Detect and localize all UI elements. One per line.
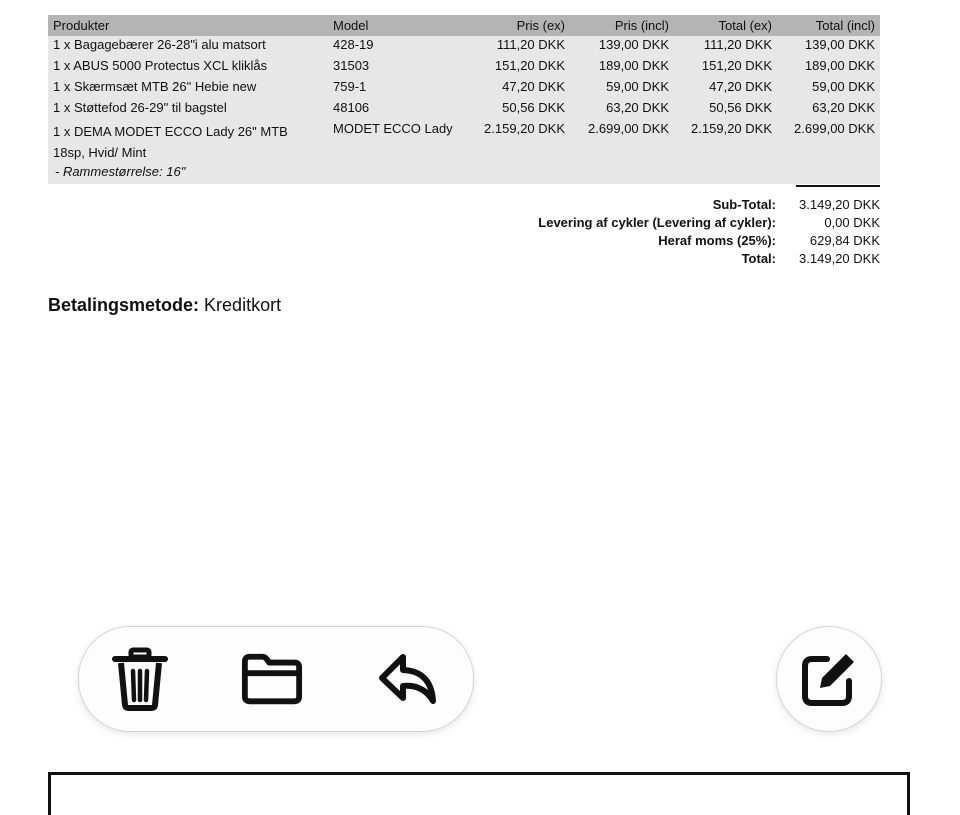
option-row bbox=[48, 163, 880, 184]
folder-icon bbox=[241, 652, 303, 706]
trash-icon bbox=[112, 647, 168, 711]
price-ex: 111,20 DKK bbox=[470, 36, 570, 57]
mail-action-toolbar bbox=[78, 626, 474, 732]
price-ex: 2.159,20 DKK bbox=[470, 120, 570, 163]
shipping-row bbox=[480, 213, 880, 231]
product-model: 48106 bbox=[328, 99, 470, 120]
total-incl: 189,00 DKK bbox=[777, 57, 880, 78]
compose-icon bbox=[800, 650, 858, 708]
bottom-panel bbox=[48, 772, 910, 815]
product-option: - Rammestørrelse: 16" bbox=[48, 163, 880, 184]
price-ex: 50,56 DKK bbox=[470, 99, 570, 120]
shipping-label: Levering af cykler (Levering af cykler): bbox=[538, 214, 776, 230]
header-price-ex: Pris (ex) bbox=[470, 15, 570, 36]
total-incl: 2.699,00 DKK bbox=[777, 120, 880, 163]
vat-value: 629,84 DKK bbox=[809, 232, 880, 248]
price-incl: 139,00 DKK bbox=[570, 36, 674, 57]
reply-button[interactable] bbox=[377, 649, 439, 709]
table-row bbox=[48, 36, 880, 57]
header-products: Produkter bbox=[48, 15, 328, 36]
total-ex: 151,20 DKK bbox=[674, 57, 777, 78]
price-incl: 59,00 DKK bbox=[570, 78, 674, 99]
product-name: 1 x Skærmsæt MTB 26" Hebie new bbox=[48, 78, 328, 99]
total-ex: 50,56 DKK bbox=[674, 99, 777, 120]
move-to-folder-button[interactable] bbox=[241, 649, 303, 709]
order-totals bbox=[480, 195, 880, 267]
price-incl: 189,00 DKK bbox=[570, 57, 674, 78]
product-model: 31503 bbox=[328, 57, 470, 78]
totals-divider bbox=[796, 185, 880, 187]
vat-row bbox=[480, 231, 880, 249]
total-ex: 2.159,20 DKK bbox=[674, 120, 777, 163]
table-row bbox=[48, 120, 880, 163]
payment-value: Kreditkort bbox=[204, 295, 282, 315]
price-ex: 151,20 DKK bbox=[470, 57, 570, 78]
total-incl: 63,20 DKK bbox=[777, 99, 880, 120]
order-table bbox=[48, 15, 880, 184]
header-price-incl: Pris (incl) bbox=[570, 15, 674, 36]
table-header-row bbox=[48, 15, 880, 36]
header-model: Model bbox=[328, 15, 470, 36]
delete-button[interactable] bbox=[109, 649, 171, 709]
product-name: 1 x DEMA MODET ECCO Lady 26" MTB 18sp, Hvid/ Mint bbox=[48, 120, 328, 163]
shipping-value: 0,00 DKK bbox=[824, 214, 880, 230]
table-row bbox=[48, 99, 880, 120]
price-incl: 63,20 DKK bbox=[570, 99, 674, 120]
product-model: 759-1 bbox=[328, 78, 470, 99]
reply-icon bbox=[377, 651, 439, 707]
total-ex: 111,20 DKK bbox=[674, 36, 777, 57]
total-ex: 47,20 DKK bbox=[674, 78, 777, 99]
price-incl: 2.699,00 DKK bbox=[570, 120, 674, 163]
product-name: 1 x Støttefod 26-29" til bagstel bbox=[48, 99, 328, 120]
subtotal-row bbox=[480, 195, 880, 213]
product-name: 1 x ABUS 5000 Protectus XCL kliklås bbox=[48, 57, 328, 78]
payment-label: Betalingsmetode: bbox=[48, 295, 200, 315]
subtotal-value: 3.149,20 DKK bbox=[799, 196, 880, 212]
header-total-incl: Total (incl) bbox=[777, 15, 880, 36]
product-name: 1 x Bagagebærer 26-28"i alu matsort bbox=[48, 36, 328, 57]
product-model: 428-19 bbox=[328, 36, 470, 57]
header-total-ex: Total (ex) bbox=[674, 15, 777, 36]
total-incl: 139,00 DKK bbox=[777, 36, 880, 57]
total-value: 3.149,20 DKK bbox=[799, 250, 880, 266]
total-row bbox=[480, 249, 880, 267]
total-label: Total: bbox=[741, 250, 776, 266]
vat-label: Heraf moms (25%): bbox=[658, 232, 776, 248]
price-ex: 47,20 DKK bbox=[470, 78, 570, 99]
table-row bbox=[48, 57, 880, 78]
subtotal-label: Sub-Total: bbox=[712, 196, 776, 212]
product-model: MODET ECCO Lady bbox=[328, 120, 470, 163]
table-row bbox=[48, 78, 880, 99]
compose-button[interactable] bbox=[776, 626, 882, 732]
payment-method bbox=[48, 295, 281, 316]
total-incl: 59,00 DKK bbox=[777, 78, 880, 99]
